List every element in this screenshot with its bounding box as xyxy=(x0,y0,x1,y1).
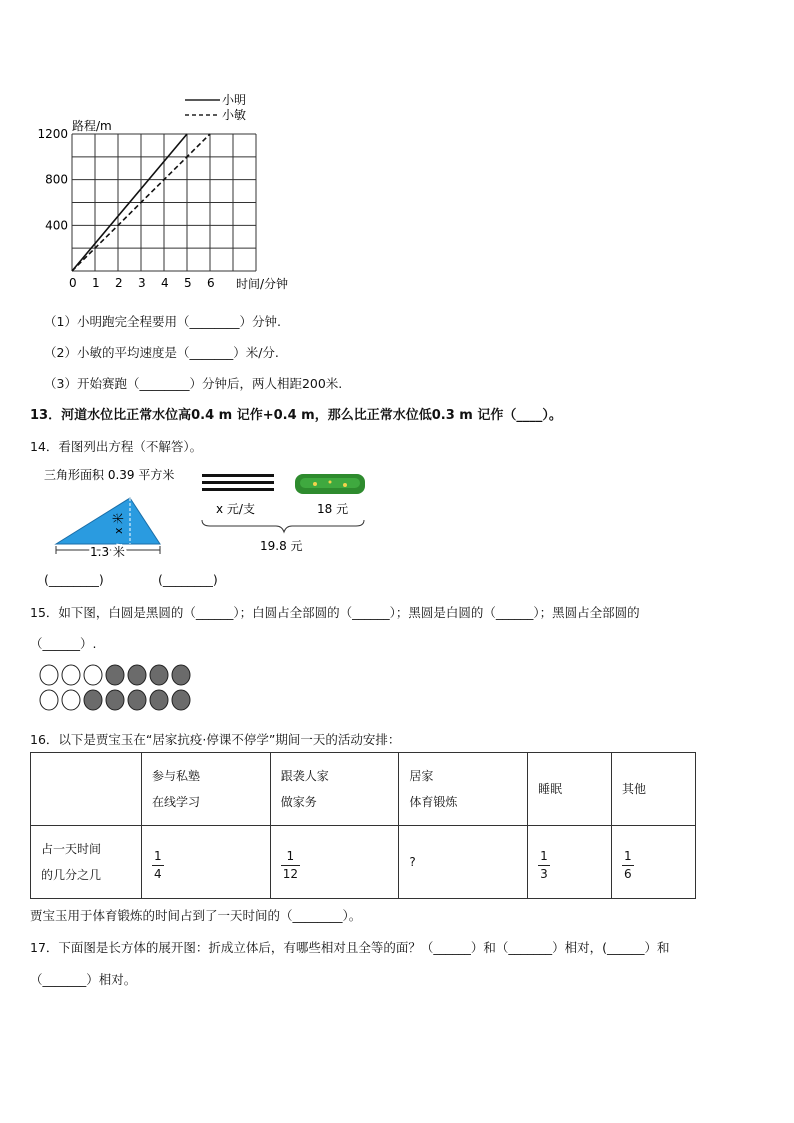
frac-den: 3 xyxy=(540,866,548,881)
header-exercise-l2: 体育锻炼 xyxy=(409,795,458,809)
y-tick-label: 1200 xyxy=(37,127,68,141)
q16-after: 贾宝玉用于体育锻炼的时间占到了一天时间的（________）。 xyxy=(30,908,362,923)
white-circle xyxy=(62,665,80,685)
header-exercise xyxy=(399,753,528,826)
chart-xlabel: 时间/分钟 xyxy=(236,277,289,291)
total-label: 19.8 元 xyxy=(260,539,303,553)
header-chores-l2: 做家务 xyxy=(280,795,317,809)
q17-text: 17．下面图是长方体的展开图：折成立体后，有哪些相对且全等的面？（______）和（_______）相对，(______）和 xyxy=(30,940,670,955)
q14-figures xyxy=(30,462,390,562)
total-brace xyxy=(202,520,364,532)
frac-num: 1 xyxy=(286,848,295,863)
y-tick-label: 400 xyxy=(45,218,68,233)
q15-text: 15．如下图，白圆是黑圆的（______）；白圆占全部圆的（______）；黑圆是白圆的（______）；黑圆占全部圆的 xyxy=(30,605,640,620)
black-circle xyxy=(172,665,190,685)
black-circle xyxy=(106,665,124,685)
white-circle xyxy=(84,665,102,685)
value-exercise: ? xyxy=(399,826,528,899)
header-exercise-l1: 居家 xyxy=(409,769,434,783)
q16-text: 16．以下是贾宝玉在“居家抗疫·停课不停学”期间一天的活动安排： xyxy=(30,732,401,747)
black-circle xyxy=(150,665,168,685)
white-circle xyxy=(40,690,58,710)
height-label: x 米 xyxy=(112,512,125,534)
black-circle xyxy=(172,690,190,710)
q14-blank1: (________) xyxy=(44,572,104,587)
table-header-row xyxy=(31,753,696,826)
base-label: 1.3 米 xyxy=(90,545,125,559)
pencils-icon xyxy=(202,474,274,491)
q12-sub2: （2）小敏的平均速度是（_______）米/分. xyxy=(44,345,279,360)
x-tick-label: 1 xyxy=(92,276,100,290)
header-chores xyxy=(270,753,399,826)
x-tick-label: 6 xyxy=(207,276,215,290)
header-empty xyxy=(31,753,142,826)
y-tick-label: 800 xyxy=(45,172,68,187)
frac-num: 1 xyxy=(624,848,632,863)
q12-sub1: （1）小明跑完全程要用（________）分钟. xyxy=(44,314,281,329)
frac-den: 4 xyxy=(154,866,162,881)
q15-circles xyxy=(38,664,198,714)
frac-num: 1 xyxy=(154,848,162,863)
legend-xiaoming: 小明 xyxy=(222,93,247,107)
row-label-l1: 占一天时间 xyxy=(41,842,102,856)
frac-den: 6 xyxy=(624,866,632,881)
value-chores xyxy=(270,826,399,899)
black-circle xyxy=(128,690,146,710)
triangle-caption: 三角形面积 0.39 平方米 xyxy=(44,468,175,482)
white-circle xyxy=(40,665,58,685)
pencil-price-label: x 元/支 xyxy=(216,502,255,516)
header-study-l2: 在线学习 xyxy=(152,795,201,809)
q12-sub3: （3）开始赛跑（________）分钟后，两人相距200米. xyxy=(44,376,343,391)
frac-num: 1 xyxy=(540,848,548,863)
chart-grid xyxy=(72,134,256,271)
row-label-l2: 的几分之几 xyxy=(41,868,102,882)
header-other: 其他 xyxy=(612,753,696,826)
black-circle xyxy=(150,690,168,710)
value-study xyxy=(142,826,271,899)
legend-xiaomin: 小敏 xyxy=(222,108,247,122)
x-tick-label: 2 xyxy=(115,276,123,290)
table-row xyxy=(31,826,696,899)
distance-time-chart xyxy=(30,88,330,298)
row-label xyxy=(31,826,142,899)
pencil-box-icon xyxy=(295,474,365,494)
q17-text2: （_______）相对。 xyxy=(30,972,137,987)
header-sleep: 睡眠 xyxy=(528,753,612,826)
chart-ylabel: 路程/m xyxy=(72,119,112,133)
activity-table xyxy=(30,752,696,899)
triangle-shape xyxy=(56,498,160,544)
header-study-l1: 参与私塾 xyxy=(152,769,201,783)
q14-text: 14．看图列出方程（不解答）。 xyxy=(30,439,203,454)
header-chores-l1: 跟袭人家 xyxy=(280,769,329,783)
box-price-label: 18 元 xyxy=(317,502,349,516)
value-other xyxy=(612,826,696,899)
frac-den: 12 xyxy=(282,866,298,881)
value-sleep xyxy=(528,826,612,899)
q14-blank2: (________) xyxy=(158,572,218,587)
x-tick-label: 4 xyxy=(161,276,169,290)
x-tick-label: 0 xyxy=(69,276,77,290)
chart-ticks xyxy=(37,127,214,290)
header-study xyxy=(142,753,271,826)
q15-text2: （______）. xyxy=(30,636,97,651)
black-circle xyxy=(106,690,124,710)
q13: 13．河道水位比正常水位高0.4 m 记作+0.4 m，那么比正常水位低0.3 m 记作（____）。 xyxy=(30,408,562,423)
white-circle xyxy=(62,690,80,710)
x-tick-label: 3 xyxy=(138,276,146,290)
x-tick-label: 5 xyxy=(184,276,192,290)
black-circle xyxy=(84,690,102,710)
black-circle xyxy=(128,665,146,685)
